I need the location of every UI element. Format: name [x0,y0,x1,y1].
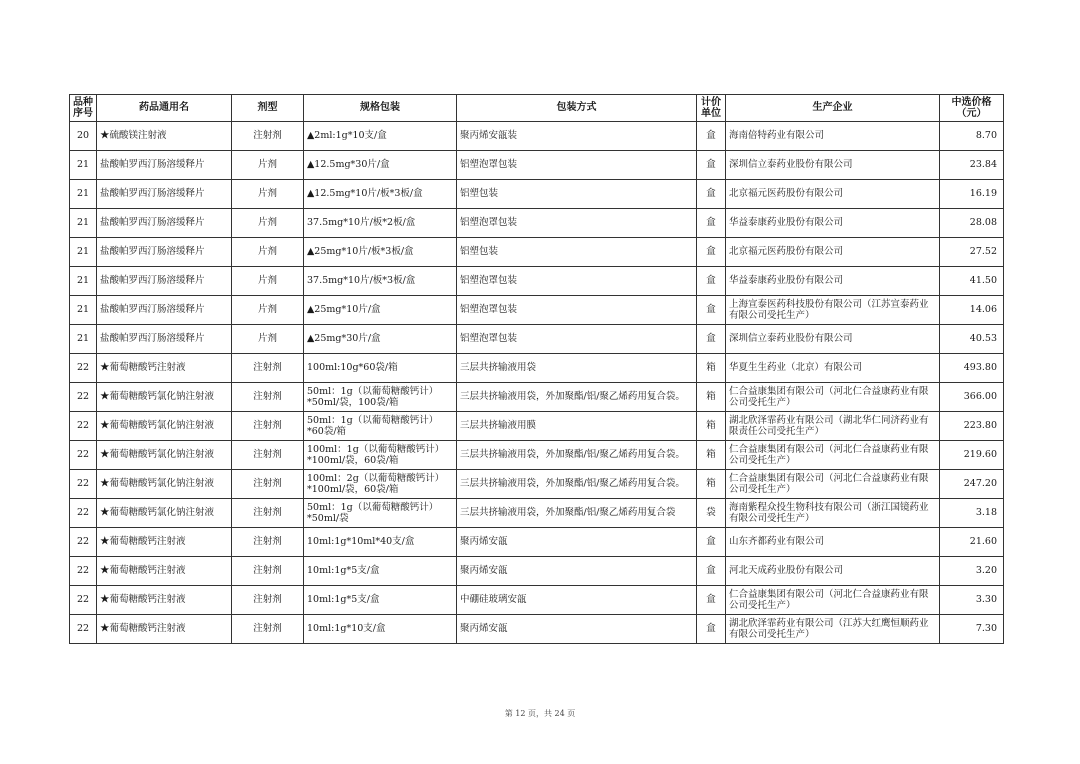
cell-spec: 100ml：1g（以葡萄糖酸钙计）*100ml/袋，60袋/箱 [304,441,457,470]
cell-form: 注射剂 [232,615,304,644]
cell-seq: 22 [70,615,97,644]
cell-company: 山东齐都药业有限公司 [726,528,940,557]
table-row [70,354,1004,383]
cell-price: 223.80 [940,412,1004,441]
cell-spec: ▲25mg*10片/板*3板/盒 [304,238,457,267]
cell-price: 3.20 [940,557,1004,586]
cell-unit: 盒 [697,267,726,296]
cell-spec: 50ml：1g（以葡萄糖酸钙计）*50ml/袋 [304,499,457,528]
cell-unit: 盒 [697,325,726,354]
table-row [70,557,1004,586]
cell-form: 注射剂 [232,528,304,557]
table-row [70,325,1004,354]
cell-packaging: 铝塑泡罩包装 [457,151,697,180]
header-packaging: 包装方式 [457,95,697,122]
cell-packaging: 铝塑泡罩包装 [457,296,697,325]
cell-form: 注射剂 [232,412,304,441]
cell-company: 湖北欣泽霏药业有限公司（江苏大红鹰恒顺药业有限公司受托生产） [726,615,940,644]
cell-unit: 袋 [697,499,726,528]
cell-price: 28.08 [940,209,1004,238]
cell-unit: 盒 [697,557,726,586]
cell-name: 盐酸帕罗西汀肠溶缓释片 [97,238,232,267]
cell-unit: 箱 [697,470,726,499]
cell-company: 华益泰康药业股份有限公司 [726,267,940,296]
table-row [70,238,1004,267]
cell-spec: 50ml：1g（以葡萄糖酸钙计）*50ml/袋，100袋/箱 [304,383,457,412]
cell-form: 片剂 [232,267,304,296]
cell-price: 14.06 [940,296,1004,325]
cell-company: 仁合益康集团有限公司（河北仁合益康药业有限公司受托生产） [726,586,940,615]
table-row [70,209,1004,238]
cell-seq: 22 [70,470,97,499]
cell-price: 493.80 [940,354,1004,383]
cell-seq: 21 [70,151,97,180]
cell-price: 27.52 [940,238,1004,267]
cell-name: ★葡萄糖酸钙氯化钠注射液 [97,499,232,528]
cell-seq: 21 [70,209,97,238]
cell-company: 深圳信立泰药业股份有限公司 [726,151,940,180]
cell-spec: 100ml：2g（以葡萄糖酸钙计）*100ml/袋，60袋/箱 [304,470,457,499]
cell-seq: 21 [70,238,97,267]
cell-packaging: 聚丙烯安瓿 [457,615,697,644]
cell-spec: 50ml：1g（以葡萄糖酸钙计）*60袋/箱 [304,412,457,441]
cell-name: ★葡萄糖酸钙氯化钠注射液 [97,412,232,441]
cell-spec: ▲12.5mg*30片/盒 [304,151,457,180]
cell-spec: ▲25mg*30片/盒 [304,325,457,354]
cell-seq: 21 [70,267,97,296]
cell-unit: 盒 [697,122,726,151]
cell-price: 366.00 [940,383,1004,412]
cell-price: 41.50 [940,267,1004,296]
cell-form: 注射剂 [232,499,304,528]
header-form: 剂型 [232,95,304,122]
cell-unit: 盒 [697,180,726,209]
cell-unit: 盒 [697,528,726,557]
table-row [70,267,1004,296]
cell-price: 8.70 [940,122,1004,151]
cell-unit: 箱 [697,412,726,441]
cell-form: 片剂 [232,151,304,180]
cell-seq: 21 [70,296,97,325]
table-row [70,528,1004,557]
cell-company: 海南紫程众投生物科技有限公司（浙江国镜药业有限公司受托生产） [726,499,940,528]
cell-form: 片剂 [232,325,304,354]
cell-packaging: 聚丙烯安瓿装 [457,122,697,151]
cell-unit: 箱 [697,354,726,383]
cell-seq: 22 [70,441,97,470]
cell-price: 21.60 [940,528,1004,557]
table-header-row [70,95,1004,122]
cell-company: 仁合益康集团有限公司（河北仁合益康药业有限公司受托生产） [726,470,940,499]
cell-name: 盐酸帕罗西汀肠溶缓释片 [97,296,232,325]
cell-name: 盐酸帕罗西汀肠溶缓释片 [97,209,232,238]
cell-name: 盐酸帕罗西汀肠溶缓释片 [97,267,232,296]
cell-company: 海南倍特药业有限公司 [726,122,940,151]
cell-form: 注射剂 [232,354,304,383]
cell-company: 北京福元医药股份有限公司 [726,180,940,209]
header-name: 药品通用名 [97,95,232,122]
cell-spec: 37.5mg*10片/板*3板/盒 [304,267,457,296]
cell-packaging: 三层共挤输液用袋，外加聚酯/铝/聚乙烯药用复合袋。 [457,470,697,499]
cell-name: ★葡萄糖酸钙注射液 [97,615,232,644]
cell-packaging: 聚丙烯安瓿 [457,528,697,557]
cell-packaging: 中硼硅玻璃安瓿 [457,586,697,615]
table-row [70,151,1004,180]
cell-form: 片剂 [232,209,304,238]
cell-spec: 10ml:1g*5支/盒 [304,557,457,586]
cell-unit: 盒 [697,586,726,615]
cell-price: 23.84 [940,151,1004,180]
cell-seq: 22 [70,528,97,557]
cell-company: 深圳信立泰药业股份有限公司 [726,325,940,354]
cell-spec: 10ml:1g*10支/盒 [304,615,457,644]
cell-unit: 盒 [697,615,726,644]
cell-form: 片剂 [232,296,304,325]
cell-name: ★硫酸镁注射液 [97,122,232,151]
cell-company: 华益泰康药业股份有限公司 [726,209,940,238]
cell-packaging: 铝塑泡罩包装 [457,325,697,354]
cell-name: 盐酸帕罗西汀肠溶缓释片 [97,151,232,180]
table-row [70,499,1004,528]
cell-name: 盐酸帕罗西汀肠溶缓释片 [97,325,232,354]
cell-unit: 箱 [697,383,726,412]
table-row [70,586,1004,615]
cell-unit: 盒 [697,209,726,238]
cell-unit: 箱 [697,441,726,470]
cell-unit: 盒 [697,238,726,267]
cell-price: 16.19 [940,180,1004,209]
cell-form: 注射剂 [232,122,304,151]
cell-packaging: 聚丙烯安瓿 [457,557,697,586]
table-row [70,296,1004,325]
table-body [70,122,1004,644]
cell-name: ★葡萄糖酸钙注射液 [97,354,232,383]
cell-seq: 22 [70,557,97,586]
cell-packaging: 三层共挤输液用膜 [457,412,697,441]
cell-seq: 20 [70,122,97,151]
cell-spec: 100ml:10g*60袋/箱 [304,354,457,383]
header-seq: 品种序号 [70,95,97,122]
cell-form: 片剂 [232,180,304,209]
cell-name: ★葡萄糖酸钙氯化钠注射液 [97,470,232,499]
cell-form: 注射剂 [232,586,304,615]
cell-unit: 盒 [697,151,726,180]
cell-price: 3.30 [940,586,1004,615]
cell-name: ★葡萄糖酸钙注射液 [97,586,232,615]
cell-spec: ▲12.5mg*10片/板*3板/盒 [304,180,457,209]
cell-price: 219.60 [940,441,1004,470]
cell-packaging: 三层共挤输液用袋，外加聚酯/铝/聚乙烯药用复合袋。 [457,441,697,470]
cell-company: 仁合益康集团有限公司（河北仁合益康药业有限公司受托生产） [726,441,940,470]
table-row [70,615,1004,644]
cell-seq: 22 [70,586,97,615]
cell-spec: 10ml:1g*5支/盒 [304,586,457,615]
cell-company: 仁合益康集团有限公司（河北仁合益康药业有限公司受托生产） [726,383,940,412]
cell-company: 河北天成药业股份有限公司 [726,557,940,586]
cell-seq: 22 [70,383,97,412]
cell-name: ★葡萄糖酸钙氯化钠注射液 [97,441,232,470]
cell-packaging: 铝塑泡罩包装 [457,267,697,296]
drug-price-table [69,94,1004,644]
cell-seq: 22 [70,354,97,383]
cell-spec: ▲2ml:1g*10支/盒 [304,122,457,151]
cell-name: ★葡萄糖酸钙注射液 [97,528,232,557]
cell-company: 北京福元医药股份有限公司 [726,238,940,267]
cell-form: 注射剂 [232,470,304,499]
cell-spec: ▲25mg*10片/盒 [304,296,457,325]
header-spec: 规格包装 [304,95,457,122]
cell-packaging: 铝塑泡罩包装 [457,209,697,238]
table-row [70,383,1004,412]
cell-name: 盐酸帕罗西汀肠溶缓释片 [97,180,232,209]
cell-price: 3.18 [940,499,1004,528]
cell-company: 华夏生生药业（北京）有限公司 [726,354,940,383]
page-footer: 第 12 页，共 24 页 [504,709,576,718]
cell-spec: 37.5mg*10片/板*2板/盒 [304,209,457,238]
cell-price: 247.20 [940,470,1004,499]
cell-seq: 21 [70,325,97,354]
table-row [70,180,1004,209]
cell-spec: 10ml:1g*10ml*40支/盒 [304,528,457,557]
cell-company: 上海宣泰医药科技股份有限公司（江苏宣泰药业有限公司受托生产） [726,296,940,325]
cell-packaging: 三层共挤输液用袋，外加聚酯/铝/聚乙烯药用复合袋 [457,499,697,528]
cell-form: 注射剂 [232,383,304,412]
cell-seq: 22 [70,499,97,528]
table-row [70,412,1004,441]
cell-name: ★葡萄糖酸钙氯化钠注射液 [97,383,232,412]
cell-seq: 22 [70,412,97,441]
table-row [70,441,1004,470]
header-price: 中选价格（元） [940,95,1004,122]
cell-form: 片剂 [232,238,304,267]
cell-seq: 21 [70,180,97,209]
cell-packaging: 三层共挤输液用袋，外加聚酯/铝/聚乙烯药用复合袋。 [457,383,697,412]
cell-name: ★葡萄糖酸钙注射液 [97,557,232,586]
header-unit: 计价单位 [697,95,726,122]
cell-form: 注射剂 [232,557,304,586]
cell-company: 湖北欣泽霏药业有限公司（湖北华仁同济药业有限责任公司受托生产） [726,412,940,441]
table-row [70,470,1004,499]
cell-form: 注射剂 [232,441,304,470]
table-row [70,122,1004,151]
cell-price: 40.53 [940,325,1004,354]
cell-unit: 盒 [697,296,726,325]
cell-packaging: 三层共挤输液用袋 [457,354,697,383]
header-company: 生产企业 [726,95,940,122]
cell-packaging: 铝塑包装 [457,180,697,209]
cell-price: 7.30 [940,615,1004,644]
cell-packaging: 铝塑包装 [457,238,697,267]
